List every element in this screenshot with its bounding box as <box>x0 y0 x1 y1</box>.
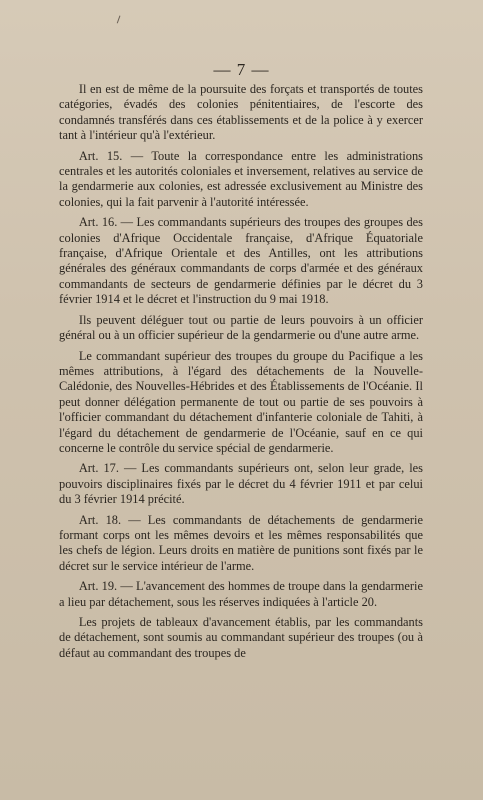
paragraph-1: Il en est de même de la poursuite des forçats et transportés de toutes catégories, évadés des colonies pénitentiaires, de l'escorte des condamnés transférés dans ces établissements et de la police à y exercer tant à l'intérieur qu'à l'extérieur. <box>59 82 423 143</box>
paragraph-art-16: Art. 16. — Les commandants supérieurs des troupes des groupes des colonies d'Afrique Occidentale française, d'Afrique Équatoriale française, d'Afrique Orientale et des Antilles, ont les attributions générales des généraux commandants de corps d'armée et des généraux commandants de secteurs de gendarmerie définies par le décret du 3 février 1914 et le décret et l'instruction du 9 mai 1918. <box>59 215 423 307</box>
paragraph-pacifique: Le commandant supérieur des troupes du groupe du Pacifique a les mêmes attributions, à l'égard des détachements de la Nouvelle-Calédonie, des Nouvelles-Hébrides et des Établissements de l'Océanie. Il peut donner délégation permanente de tout ou partie de ses pouvoirs à l'officier commandant du détachement d'infanterie coloniale de Tahiti, à l'égard du détachement de gendarmerie de l'Océanie, sauf en ce qui concerne le contrôle du service spécial de gendarmerie. <box>59 348 423 455</box>
paragraph-art-15: Art. 15. — Toute la correspondance entre les administrations centrales et les autorités coloniales et inversement, relatives au service de la gendarmerie aux colonies, est adressée exclusivement au Ministre des colonies, qui la fait parvenir à l'autorité intéressée. <box>59 148 423 209</box>
page-number: — 7 — <box>213 60 270 79</box>
paragraph-art-17: Art. 17. — Les commandants supérieurs ont, selon leur grade, les pouvoirs disciplinaires fixés par le décret du 4 février 1911 et par celui du 3 février 1914 précité. <box>59 461 423 507</box>
paragraph-art-18: Art. 18. — Les commandants de détachements de gendarmerie formant corps ont les mêmes devoirs et les mêmes responsabilités que les chefs de légion. Leurs droits en matière de punitions sont fixés par le décret sur le service intérieur de l'arme. <box>59 512 423 573</box>
paragraph-delegation: Ils peuvent déléguer tout ou partie de leurs pouvoirs à un officier général ou à un officier supérieur de la gendarmerie ou d'une autre arme. <box>59 312 423 343</box>
paragraph-art-19: Art. 19. — L'avancement des hommes de troupe dans la gendarmerie a lieu par détachement, sous les réserves indiquées à l'article 20. <box>59 579 423 609</box>
paragraph-projets: Les projets de tableaux d'avancement établis, par les commandants de détachement, sont soumis au commandant supérieur des troupes (ou à défaut au commandant des troupes de <box>59 615 423 660</box>
body-text <box>59 82 423 663</box>
ink-mark <box>117 16 123 25</box>
